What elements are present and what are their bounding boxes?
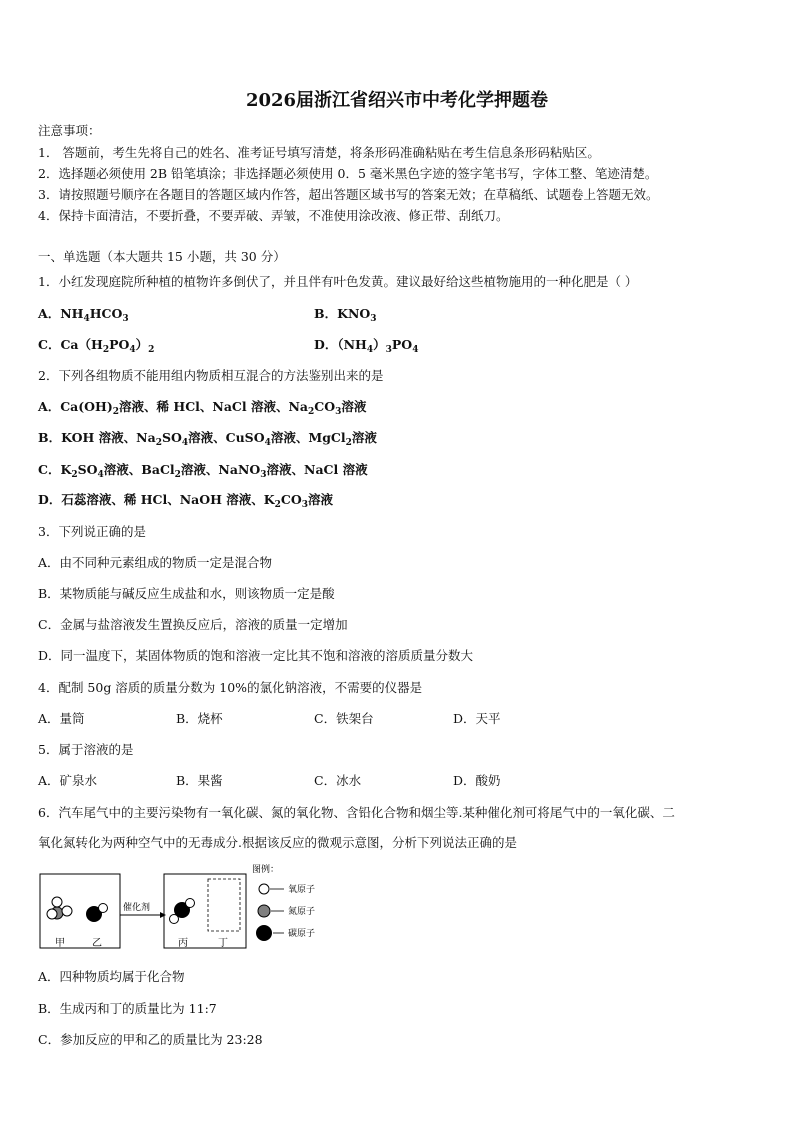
question-6-stem-line2: 氧化氮转化为两种空气中的无毒成分.根据该反应的微观示意图，分析下列说法正确的是	[38, 835, 517, 850]
q6-option-a: A．四种物质均属于化合物	[38, 969, 185, 984]
notice-item: 3．请按照题号顺序在各题目的答题区域内作答，超出答题区域书写的答案无效；在草稿纸、试题卷上答题无效。	[38, 187, 659, 202]
arrow-head-icon	[160, 912, 166, 918]
q5-option-c: C．冰水	[314, 773, 362, 788]
q1-option-c: C．$Ca(H_2PO_4)_2$	[38, 337, 155, 355]
q4-option-d: D．天平	[453, 711, 501, 726]
q3-option-d: D．同一温度下，某固体物质的饱和溶液一定比其不饱和溶液的溶质质量分数大	[38, 648, 474, 663]
legend-nitrogen-icon	[258, 905, 270, 917]
oxygen-atom	[99, 904, 108, 913]
oxygen-atom	[52, 897, 62, 907]
notice-item: 4．保持卡面清洁，不要折叠，不要弄破、弄皱，不准使用涂改液、修正带、刮纸刀。	[38, 208, 509, 223]
q3-option-b: B．某物质能与碱反应生成盐和水，则该物质一定是酸	[38, 586, 335, 601]
label-ding: 丁	[218, 938, 228, 949]
oxygen-atom	[186, 899, 195, 908]
page-title: 2026届浙江省绍兴市中考化学押题卷	[245, 90, 549, 111]
notice-heading: 注意事项：	[38, 123, 101, 138]
question-5-stem: 5．属于溶液的是	[38, 742, 134, 757]
question-3-stem: 3．下列说正确的是	[38, 524, 146, 539]
legend-nitrogen-label: 氮原子	[288, 907, 316, 917]
legend-carbon-icon	[256, 925, 272, 941]
reaction-diagram	[38, 862, 338, 952]
section-heading: 一、单选题（本大题共 15 小题，共 30 分）	[38, 249, 286, 264]
notice-item: 1． 答题前，考生先将自己的姓名、准考证号填写清楚，将条形码准确粘贴在考生信息条形码粘贴区。	[38, 145, 600, 160]
oxygen-atom	[170, 915, 179, 924]
q1-option-d: D．$(NH_4)_3PO_4$	[314, 337, 419, 355]
question-1-stem: 1．小红发现庭院所种植的植物许多倒伏了，并且伴有叶色发黄。建议最好给这些植物施用的一种化肥是（ ）	[38, 274, 638, 289]
label-yi: 乙	[92, 938, 102, 949]
q4-option-a: A．量筒	[38, 711, 85, 726]
q1-option-a: A．$NH_4HCO_3$	[38, 306, 129, 324]
q2-option-c: C．$K_2SO_4$溶液、BaCl$_2$溶液、NaNO$_3$溶液、NaCl 溶液	[38, 462, 368, 480]
question-4-stem: 4．配制 50g 溶质的质量分数为 10%的氯化钠溶液，不需要的仪器是	[38, 680, 423, 695]
legend-oxygen-label: 氧原子	[288, 885, 316, 895]
oxygen-atom	[47, 909, 57, 919]
label-bing: 丙	[178, 938, 188, 949]
unknown-product-box	[208, 879, 240, 931]
q3-option-a: A．由不同种元素组成的物质一定是混合物	[38, 555, 273, 570]
legend-oxygen-icon	[259, 884, 269, 894]
oxygen-atom	[62, 906, 72, 916]
q4-option-c: C．铁架台	[314, 711, 374, 726]
q3-option-c: C．金属与盐溶液发生置换反应后，溶液的质量一定增加	[38, 617, 348, 632]
q5-option-b: B．果酱	[176, 773, 223, 788]
notice-item: 2．选择题必须使用 2B 铅笔填涂；非选择题必须使用 0．5 毫米黑色字迹的签字笔书写，字体工整、笔迹清楚。	[38, 166, 658, 181]
catalyst-label: 催化剂	[123, 903, 151, 913]
q4-option-b: B．烧杯	[176, 711, 223, 726]
q6-option-b: B．生成丙和丁的质量比为 11:7	[38, 1001, 217, 1016]
q5-option-a: A．矿泉水	[38, 773, 98, 788]
q2-option-a: A．$Ca(OH)_2$溶液、稀 HCl、NaCl 溶液、$Na_2CO_3$溶液	[38, 399, 367, 417]
label-jia: 甲	[55, 938, 65, 949]
q2-option-d: D．石蕊溶液、稀 HCl、NaOH 溶液、$K_2CO_3$溶液	[38, 492, 334, 510]
question-6-stem-line1: 6．汽车尾气中的主要污染物有一氧化碳、氮的氧化物、含铅化合物和烟尘等.某种催化剂可将尾气中的一氧化碳、二	[38, 805, 675, 820]
legend-carbon-label: 碳原子	[288, 929, 316, 939]
legend-title: 图例：	[252, 865, 280, 875]
question-2-stem: 2．下列各组物质不能用组内物质相互混合的方法鉴别出来的是	[38, 368, 384, 383]
q5-option-d: D．酸奶	[453, 773, 501, 788]
q1-option-b: B．$KNO_3$	[314, 306, 377, 324]
q6-option-c: C．参加反应的甲和乙的质量比为 23:28	[38, 1032, 263, 1047]
q2-option-b: B．KOH 溶液、$Na_2SO_4$溶液、CuSO$_4$溶液、MgCl$_2$溶液	[38, 430, 377, 448]
